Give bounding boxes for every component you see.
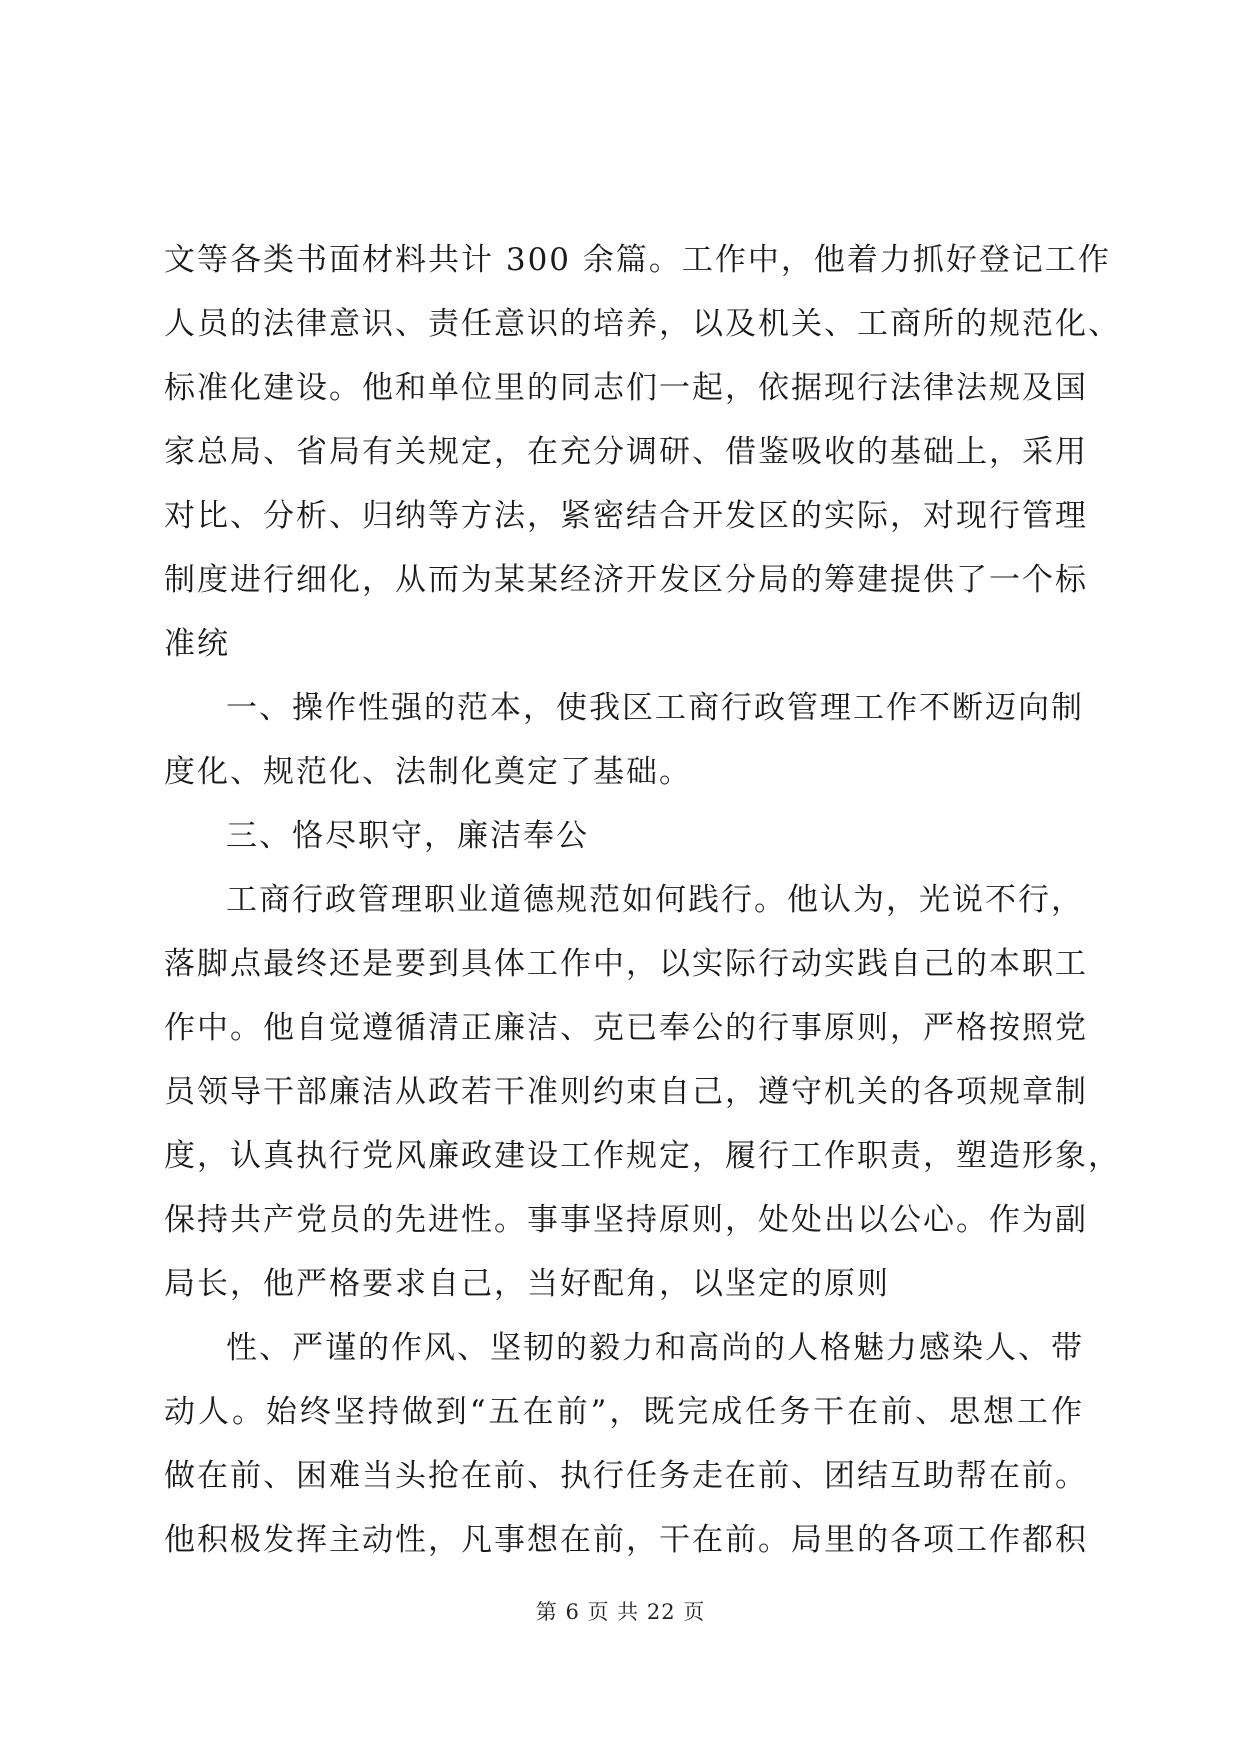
paragraph-start-line: 性、严谨的作风、坚韧的毅力和高尚的人格魅力感染人、带 — [226, 1330, 1084, 1366]
text-line: 作中。他自觉遵循清正廉洁、克已奉公的行事原则，严格按照党 — [164, 1010, 1088, 1046]
text-line: 度，认真执行党风廉政建设工作规定，履行工作职责，塑造形象， — [164, 1138, 1121, 1174]
section-heading: 三、恪尽职守，廉洁奉公 — [226, 818, 589, 854]
text-line: 人员的法律意识、责任意识的培养，以及机关、工商所的规范化、 — [164, 306, 1121, 342]
body-text — [164, 228, 1121, 1572]
page-number-footer: 第 6 页 共 22 页 — [535, 1600, 706, 1624]
text-line: 动人。始终坚持做到“五在前”，既完成任务干在前、思想工作 — [164, 1394, 1084, 1430]
text-line: 员领导干部廉洁从政若干准则约束自己，遵守机关的各项规章制 — [164, 1074, 1088, 1110]
text-line: 对比、分析、归纳等方法，紧密结合开发区的实际，对现行管理 — [164, 498, 1088, 534]
text-line: 落脚点最终还是要到具体工作中，以实际行动实践自己的本职工 — [164, 946, 1088, 982]
text-line: 局长，他严格要求自己，当好配角，以坚定的原则 — [164, 1266, 890, 1302]
text-line: 准统 — [164, 626, 230, 662]
text-line: 标准化建设。他和单位里的同志们一起，依据现行法律法规及国 — [164, 370, 1088, 406]
text-line: 他积极发挥主动性，凡事想在前，干在前。局里的各项工作都积 — [164, 1522, 1088, 1558]
text-line: 文等各类书面材料共计 300 余篇。工作中，他着力抓好登记工作 — [164, 242, 1111, 278]
text-line: 保持共产党员的先进性。事事坚持原则，处处出以公心。作为副 — [164, 1202, 1088, 1238]
paragraph-start-line: 一、操作性强的范本，使我区工商行政管理工作不断迈向制 — [226, 690, 1084, 726]
text-line: 度化、规范化、法制化奠定了基础。 — [164, 754, 692, 790]
text-line: 做在前、困难当头抢在前、执行任务走在前、团结互助帮在前。 — [164, 1458, 1088, 1494]
text-line: 家总局、省局有关规定，在充分调研、借鉴吸收的基础上，采用 — [164, 434, 1088, 470]
paragraph-start-line: 工商行政管理职业道德规范如何践行。他认为，光说不行， — [226, 882, 1084, 918]
text-line: 制度进行细化，从而为某某经济开发区分局的筹建提供了一个标 — [164, 562, 1088, 598]
